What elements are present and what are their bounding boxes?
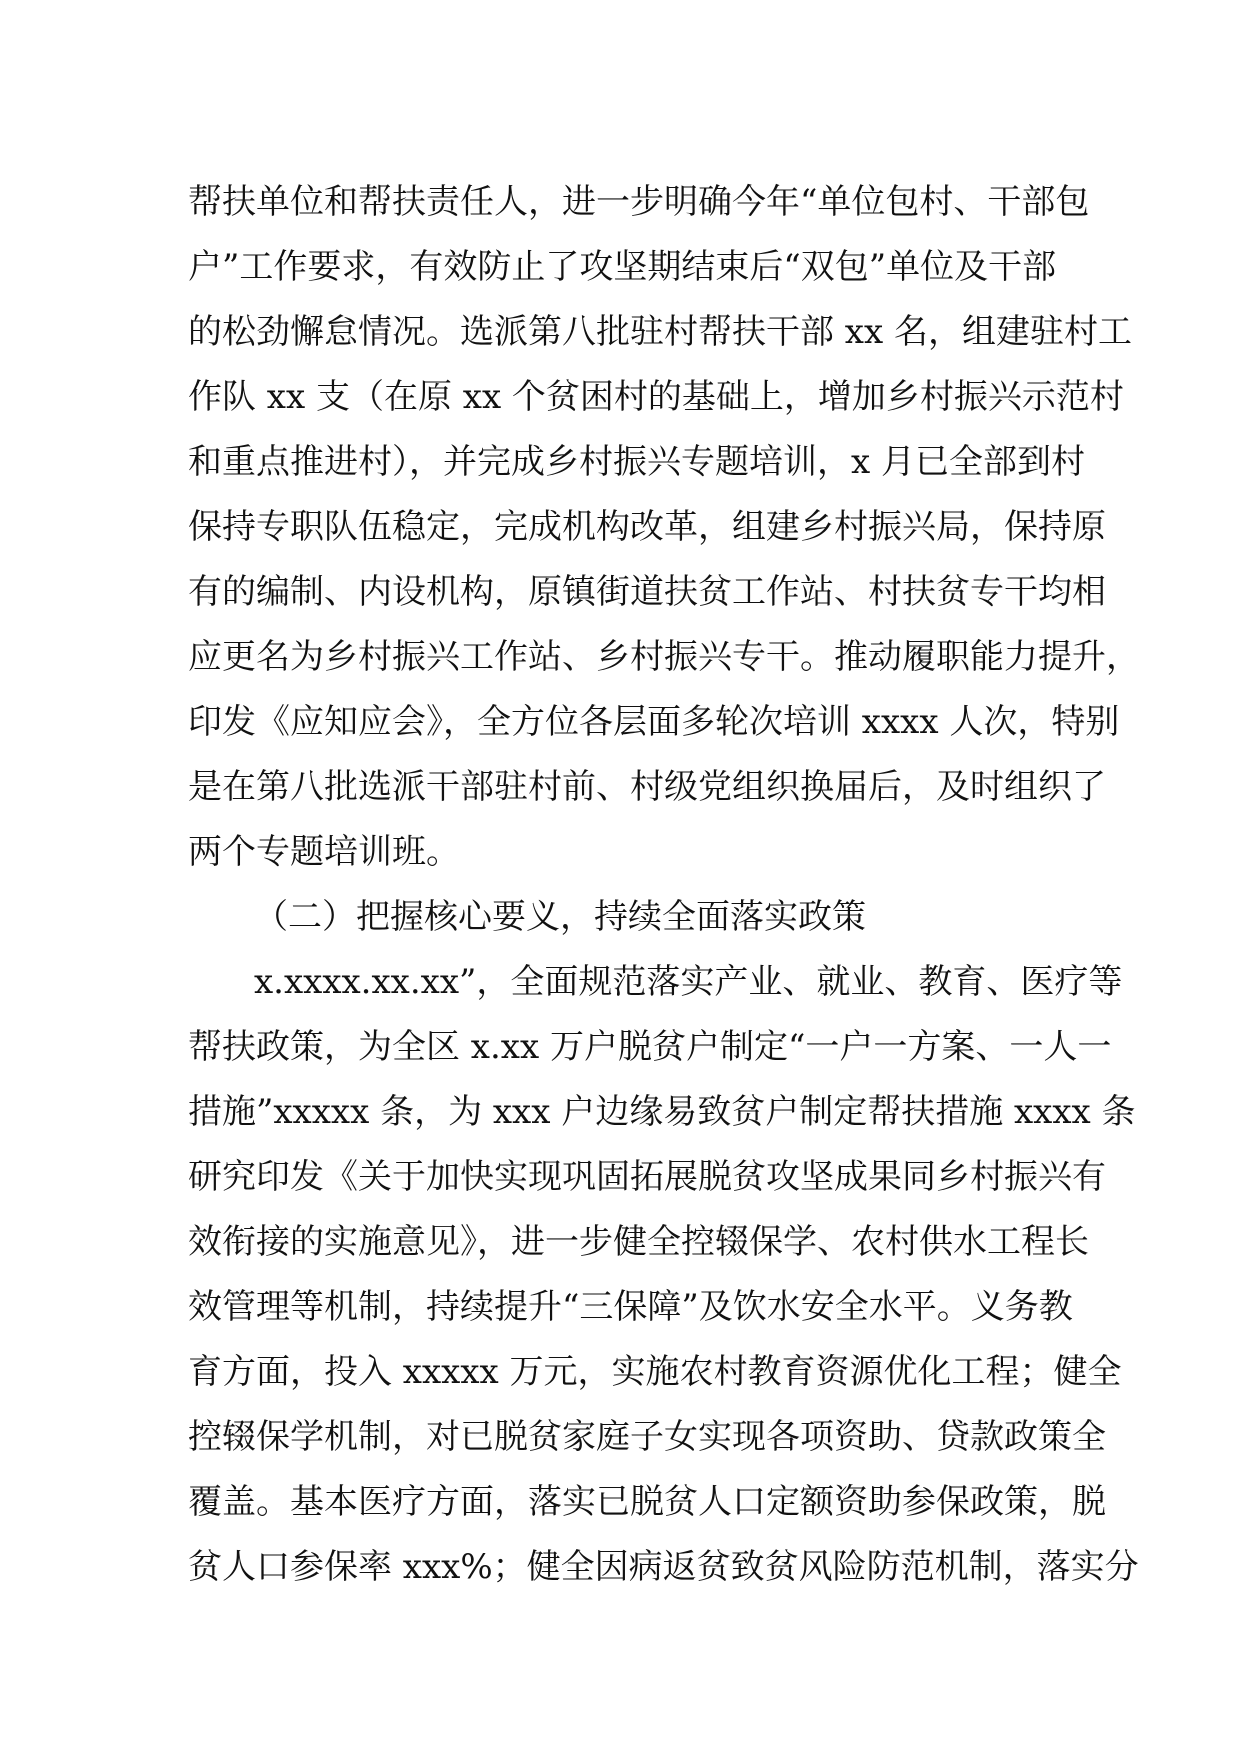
text-line: 有的编制、内设机构，原镇街道扶贫工作站、村扶贫专干均相 [188,572,1106,612]
text-line: 研究印发《关于加快实现巩固拓展脱贫攻坚成果同乡村振兴有 [188,1157,1106,1197]
text-line: 的松劲懈怠情况。选派第八批驻村帮扶干部 xx 名，组建驻村工 [188,312,1132,352]
text-line: 育方面，投入 xxxxx 万元，实施农村教育资源优化工程；健全 [188,1352,1122,1392]
paragraph-first-line: x.xxxx.xx.xx”，全面规范落实产业、就业、教育、医疗等 [254,962,1123,1002]
text-line: 覆盖。基本医疗方面，落实已脱贫人口定额资助参保政策，脱 [188,1482,1106,1522]
text-line: 应更名为乡村振兴工作站、乡村振兴专干。推动履职能力提升， [188,637,1140,677]
text-line: 作队 xx 支（在原 xx 个贫困村的基础上，增加乡村振兴示范村 [188,377,1124,417]
text-line: 措施”xxxxx 条，为 xxx 户边缘易致贫户制定帮扶措施 xxxx 条 [188,1092,1136,1132]
text-line: 效管理等机制，持续提升“三保障”及饮水安全水平。义务教 [188,1287,1073,1327]
text-line: 效衔接的实施意见》，进一步健全控辍保学、农村供水工程长 [188,1222,1089,1262]
text-line: 控辍保学机制，对已脱贫家庭子女实现各项资助、贷款政策全 [188,1417,1106,1457]
text-line: 帮扶政策，为全区 x.xx 万户脱贫户制定“一户一方案、一人一 [188,1027,1112,1067]
text-line: 两个专题培训班。 [188,832,460,872]
section-heading: （二）把握核心要义，持续全面落实政策 [254,897,866,937]
text-line: 是在第八批选派干部驻村前、村级党组织换届后，及时组织了 [188,767,1106,807]
text-line: 贫人口参保率 xxx%；健全因病返贫致贫风险防范机制，落实分 [188,1547,1139,1587]
text-line: 印发《应知应会》，全方位各层面多轮次培训 xxxx 人次，特别 [188,702,1120,742]
text-line: 和重点推进村），并完成乡村振兴专题培训，x 月已全部到村 [188,442,1085,482]
body-text [188,170,1140,1600]
text-line: 帮扶单位和帮扶责任人，进一步明确今年“单位包村、干部包 [188,182,1090,222]
text-line: 保持专职队伍稳定，完成机构改革，组建乡村振兴局，保持原 [188,507,1106,547]
text-line: 户”工作要求，有效防止了攻坚期结束后“双包”单位及干部 [188,247,1057,287]
